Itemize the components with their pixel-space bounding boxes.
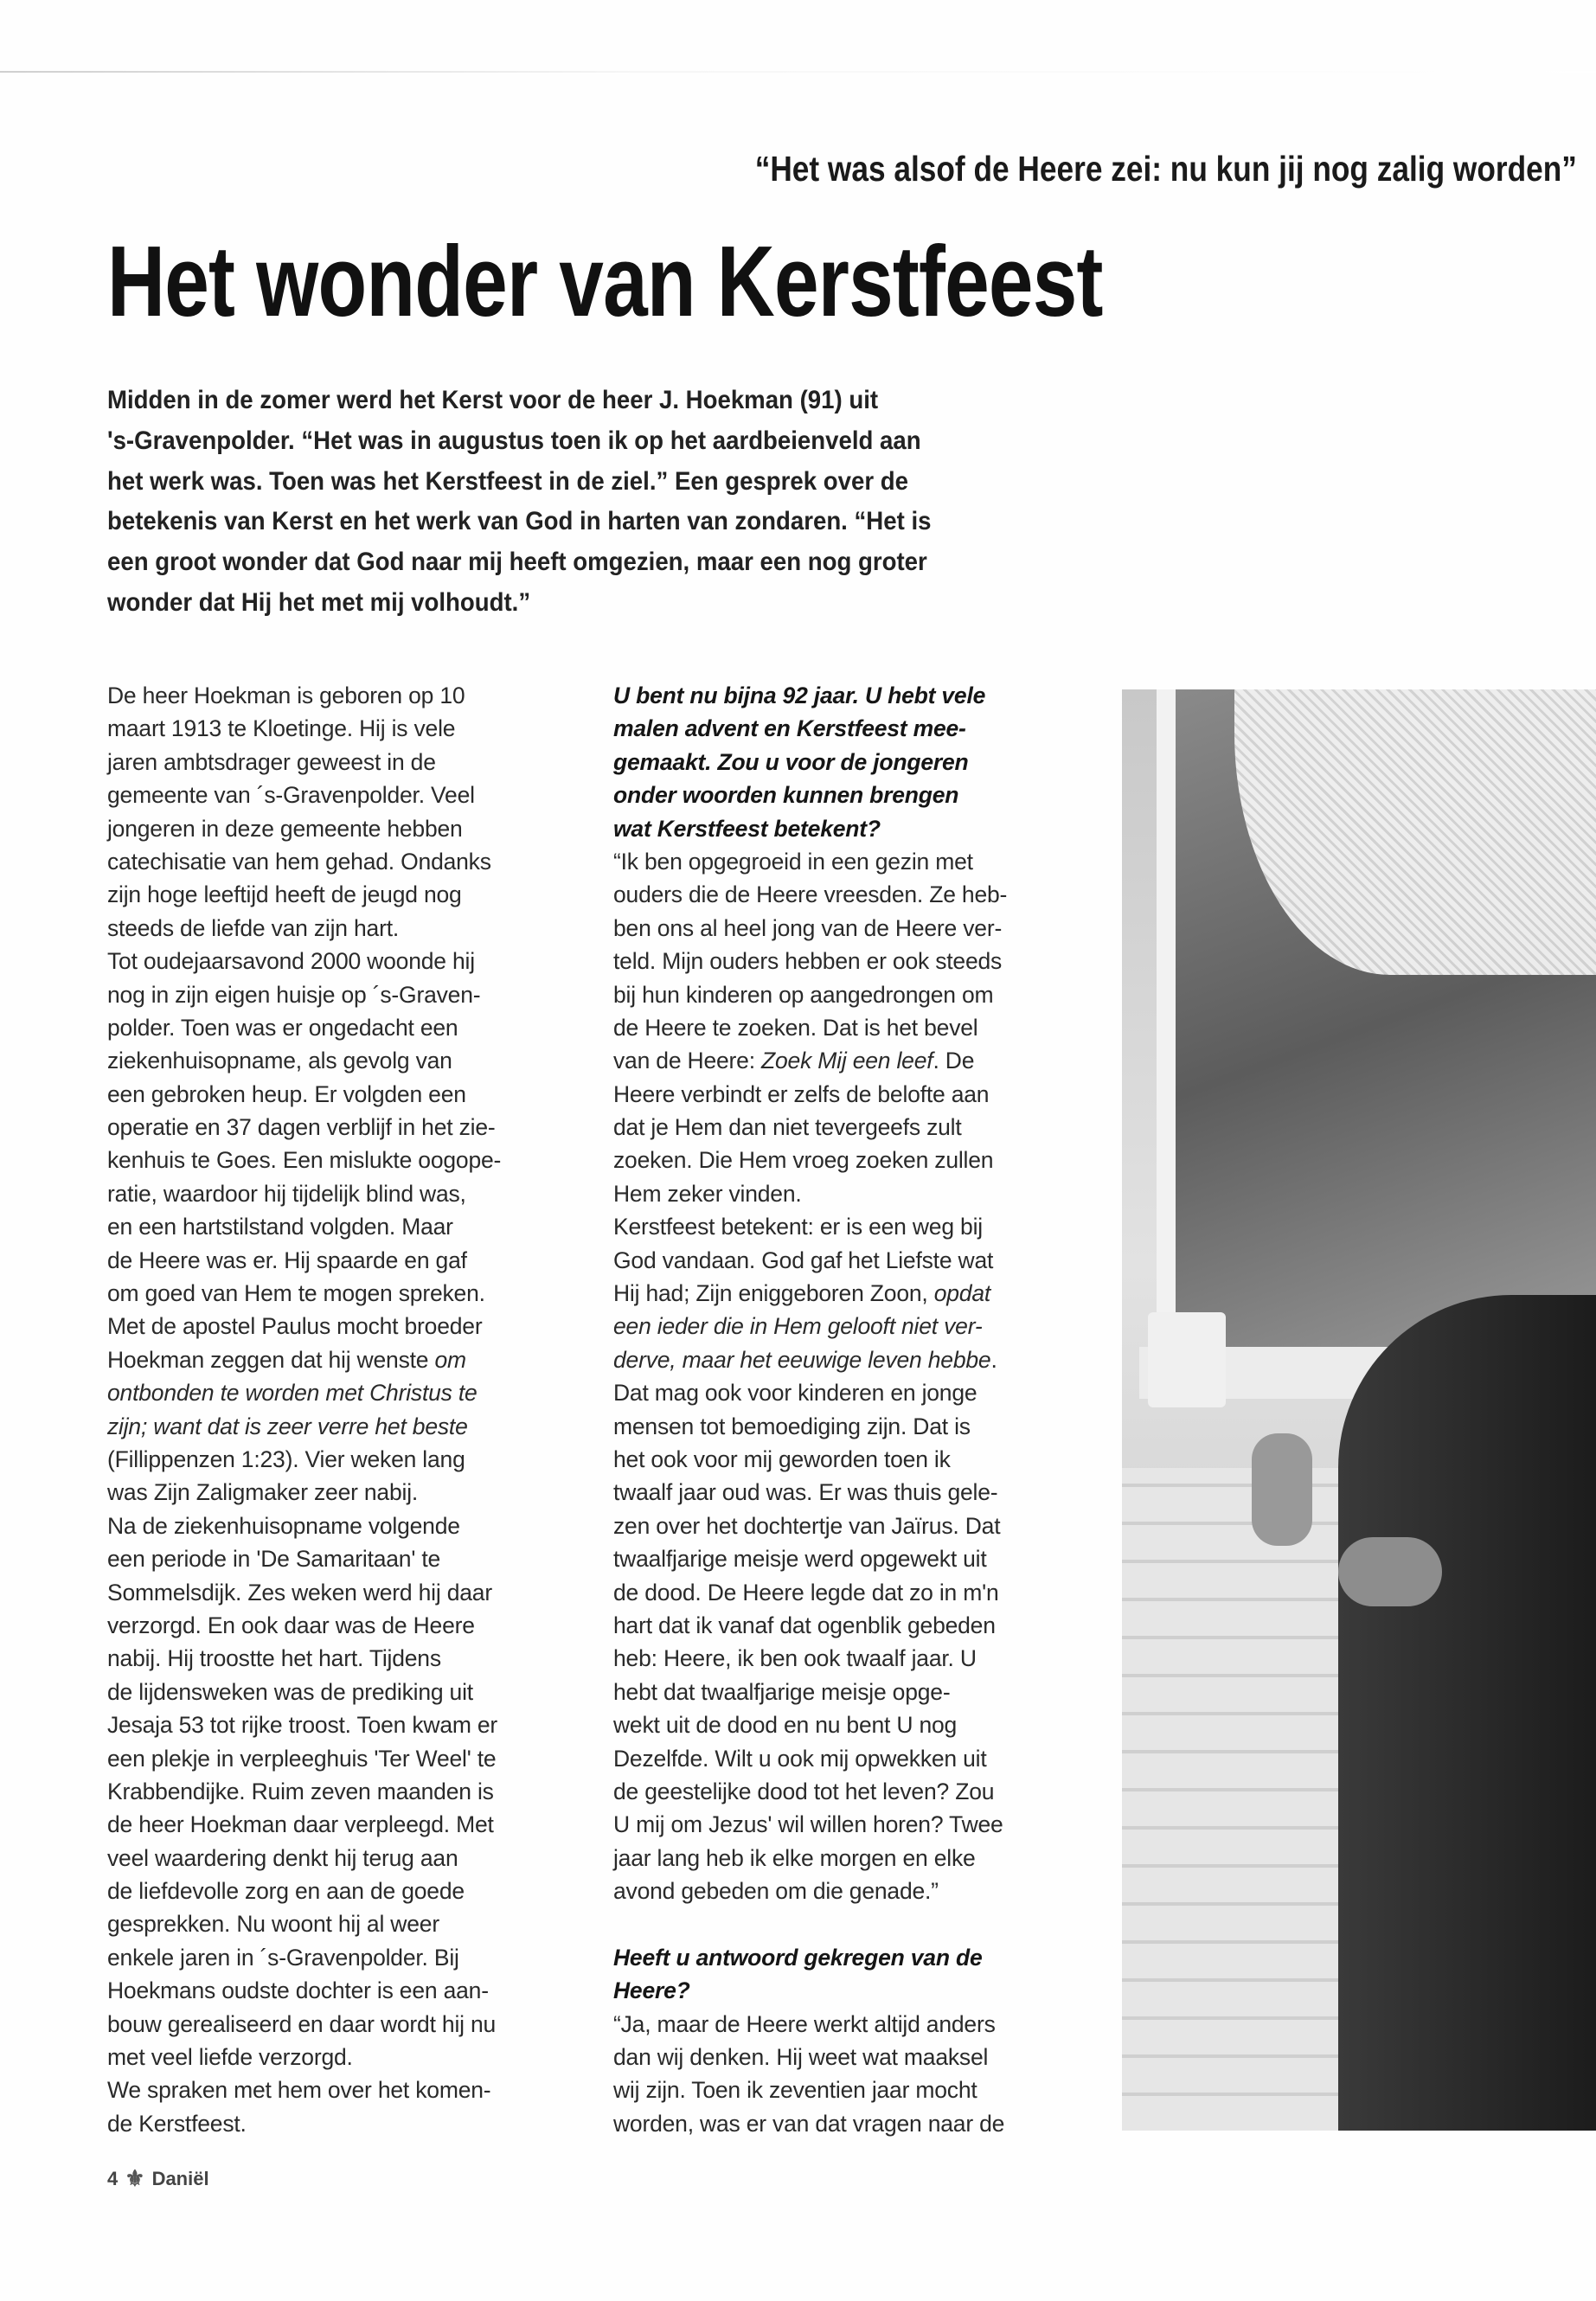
- body-text: “Ja, maar de Heere werkt altijd anders: [613, 2010, 996, 2037]
- body-text: de heer Hoekman daar verpleegd. Met: [107, 1811, 494, 1838]
- text-line: [613, 2107, 1007, 2140]
- body-text: hart dat ik vanaf dat ogenblik gebeden: [613, 1612, 996, 1638]
- text-line: [107, 1609, 501, 1642]
- body-text: dan wij denken. Hij weet wat maaksel: [613, 2044, 989, 2071]
- text-line: [613, 1542, 1007, 1575]
- body-text: De heer Hoekman is geboren op 10: [107, 683, 465, 708]
- body-text: Hoekman zeggen dat hij wenste: [107, 1346, 435, 1373]
- text-line: [107, 746, 501, 779]
- body-text: nog in zijn eigen huisje op ´s-Graven-: [107, 981, 481, 1008]
- text-line: [107, 1144, 501, 1176]
- body-text: om goed van Hem te mogen spreken.: [107, 1280, 485, 1307]
- text-line: [613, 1974, 1007, 2007]
- text-line: [107, 1111, 501, 1144]
- body-text: de lijdensweken was de prediking uit: [107, 1678, 473, 1705]
- page-edge-shadow: [0, 71, 1596, 73]
- body-text: Kerstfeest betekent: er is een weg bij: [613, 1214, 983, 1240]
- photo-person: [1338, 1295, 1596, 2131]
- text-line: [613, 1044, 1007, 1077]
- photo-plant-pot: [1148, 1312, 1226, 1407]
- body-text: gemeente van ´s-Gravenpolder. Veel: [107, 782, 475, 809]
- text-line: [613, 1443, 1007, 1476]
- text-line: [613, 1907, 1007, 1940]
- text-line: [107, 1676, 501, 1708]
- body-text: (Fillippenzen 1:23). Vier weken lang: [107, 1445, 465, 1472]
- body-text: een gebroken heup. Er volgden een: [107, 1080, 466, 1107]
- body-text: de Kerstfeest.: [107, 2110, 247, 2137]
- text-line: [613, 679, 1007, 712]
- text-line: [107, 1576, 501, 1609]
- body-text: U mij om Jezus' wil willen horen? Twee: [613, 1811, 1003, 1838]
- body-text: “Ik ben opgegroeid in een gezin met: [613, 848, 973, 875]
- italic-quote: opdat: [933, 1280, 991, 1307]
- text-line: [613, 912, 1007, 945]
- text-line: [613, 1742, 1007, 1775]
- text-line: [613, 945, 1007, 977]
- body-text: de dood. De Heere legde dat zo in m'n: [613, 1579, 999, 1606]
- lead-line: een groot wonder dat God naar mij heeft omgezien, maar een nog groter: [107, 548, 927, 577]
- text-line: [613, 1676, 1007, 1708]
- body-text: het ook voor mij geworden toen ik: [613, 1445, 951, 1472]
- body-text: steeds de liefde van zijn hart.: [107, 914, 400, 941]
- lead-line: 's-Gravenpolder. “Het was in augustus toen ik op het aardbeienveld aan: [107, 426, 921, 455]
- text-line: [613, 1376, 1007, 1409]
- text-line: [613, 1941, 1007, 1974]
- text-line: [107, 779, 501, 811]
- text-line: [613, 712, 1007, 745]
- body-text: Na de ziekenhuisopname volgende: [107, 1512, 460, 1539]
- text-line: [613, 779, 1007, 811]
- body-text: avond gebeden om die genade.”: [613, 1878, 939, 1905]
- text-line: [107, 1177, 501, 1210]
- interview-question: malen advent en Kerstfeest mee-: [613, 715, 966, 742]
- body-text: Met de apostel Paulus mocht broeder: [107, 1313, 483, 1340]
- text-line: [613, 1277, 1007, 1310]
- body-text: Heere verbindt er zelfs de belofte aan: [613, 1080, 990, 1107]
- text-line: [107, 1808, 501, 1841]
- body-text: gesprekken. Nu woont hij al weer: [107, 1911, 439, 1938]
- text-line: [107, 712, 501, 745]
- text-line: [613, 1410, 1007, 1443]
- body-text: polder. Toen was er ongedacht een: [107, 1014, 458, 1041]
- text-line: [613, 1310, 1007, 1343]
- text-line: [107, 1277, 501, 1310]
- photo-chair-arm: [1252, 1433, 1312, 1546]
- kicker-quote: “Het was alsof de Heere zei: nu kun jij nog zalig worden”: [754, 149, 1577, 189]
- text-line: [613, 2073, 1007, 2106]
- text-line: [613, 845, 1007, 878]
- text-line: [107, 1310, 501, 1343]
- text-line: [613, 1875, 1007, 1907]
- text-line: [107, 1210, 501, 1243]
- body-text: Hem zeker vinden.: [613, 1180, 802, 1207]
- body-text: nabij. Hij troostte het hart. Tijdens: [107, 1645, 441, 1672]
- body-text: mensen tot bemoediging zijn. Dat is: [613, 1413, 971, 1439]
- text-line: [107, 679, 501, 712]
- text-line: [613, 1775, 1007, 1808]
- text-line: [107, 1343, 501, 1376]
- lead-line: Midden in de zomer werd het Kerst voor de heer J. Hoekman (91) uit: [107, 386, 879, 414]
- body-text: wekt uit de dood en nu bent U nog: [613, 1712, 958, 1739]
- text-line: [107, 912, 501, 945]
- text-line: [613, 1708, 1007, 1741]
- body-text: een periode in 'De Samaritaan' te: [107, 1546, 441, 1573]
- text-line: [107, 1410, 501, 1443]
- interview-question: gemaakt. Zou u voor de jongeren: [613, 748, 969, 775]
- text-line: [107, 1941, 501, 1974]
- body-text: kenhuis te Goes. Een mislukte oogope-: [107, 1147, 502, 1174]
- text-line: [107, 1542, 501, 1575]
- body-text: jaren ambtsdrager geweest in de: [107, 748, 436, 775]
- body-text: de geestelijke dood tot het leven? Zou: [613, 1778, 995, 1804]
- text-line: [613, 1111, 1007, 1144]
- italic-quote: Zoek Mij een leef: [761, 1048, 933, 1074]
- body-text: jongeren in deze gemeente hebben: [107, 815, 463, 842]
- text-line: [107, 1078, 501, 1111]
- body-text: hebt dat twaalfjarige meisje opge-: [613, 1678, 951, 1705]
- text-line: [613, 1642, 1007, 1675]
- body-text: God vandaan. God gaf het Liefste wat: [613, 1247, 994, 1273]
- interview-photo: [1122, 689, 1596, 2131]
- body-text: .: [990, 1346, 997, 1373]
- text-line: [107, 1509, 501, 1542]
- body-text: worden, was er van dat vragen naar de: [613, 2110, 1005, 2137]
- text-line: [107, 1775, 501, 1808]
- body-text: bij hun kinderen op aangedrongen om: [613, 981, 994, 1008]
- text-line: [613, 1343, 1007, 1376]
- body-text: Jesaja 53 tot rijke troost. Toen kwam er: [107, 1712, 498, 1739]
- body-text: en een hartstilstand volgden. Maar: [107, 1214, 453, 1240]
- text-line: [107, 978, 501, 1011]
- body-text: ben ons al heel jong van de Heere ver-: [613, 914, 1003, 941]
- text-line: [107, 2041, 501, 2073]
- body-text: veel waardering denkt hij terug aan: [107, 1844, 458, 1871]
- text-line: [613, 1144, 1007, 1176]
- body-text: twaalfjarige meisje werd opgewekt uit: [613, 1546, 987, 1573]
- text-line: [107, 1044, 501, 1077]
- text-line: [107, 1443, 501, 1476]
- text-line: [613, 978, 1007, 1011]
- body-text: Krabbendijke. Ruim zeven maanden is: [107, 1778, 494, 1804]
- body-text: Hij had; Zijn eniggeboren Zoon,: [613, 1280, 934, 1307]
- text-line: [613, 1078, 1007, 1111]
- body-text: teld. Mijn ouders hebben er ook steeds: [613, 948, 1003, 975]
- text-line: [613, 1476, 1007, 1509]
- body-text: was Zijn Zaligmaker zeer nabij.: [107, 1479, 419, 1506]
- body-text: bouw gerealiseerd en daar wordt hij nu: [107, 2010, 497, 2037]
- lead-paragraph: [107, 381, 931, 624]
- text-line: [107, 1875, 501, 1907]
- body-text: enkele jaren in ´s-Gravenpolder. Bij: [107, 1944, 459, 1971]
- text-line: [107, 1907, 501, 1940]
- body-text: zijn hoge leeftijd heeft de jeugd nog: [107, 881, 462, 908]
- interview-question: Heere?: [613, 1977, 690, 2004]
- text-line: [107, 2008, 501, 2041]
- text-line: [107, 1974, 501, 2007]
- text-line: [107, 1011, 501, 1044]
- text-line: [613, 1177, 1007, 1210]
- italic-quote: derve, maar het eeuwige leven hebbe: [613, 1346, 991, 1373]
- body-text: Dezelfde. Wilt u ook mij opwekken uit: [613, 1745, 987, 1772]
- body-text: catechisatie van hem gehad. Ondanks: [107, 848, 491, 875]
- body-column-middle: [613, 679, 1007, 2140]
- body-text: met veel liefde verzorgd.: [107, 2044, 353, 2071]
- magazine-name: Daniël: [151, 2167, 209, 2189]
- text-line: [107, 1244, 501, 1277]
- text-line: [613, 2008, 1007, 2041]
- page-footer: [107, 2165, 209, 2192]
- lead-line: het werk was. Toen was het Kerstfeest in de ziel.” Een gesprek over de: [107, 466, 908, 496]
- lead-line: wonder dat Hij het met mij volhoudt.”: [107, 587, 531, 617]
- body-column-left: [107, 679, 501, 2140]
- text-line: [107, 1476, 501, 1509]
- italic-quote: zijn; want dat is zeer verre het beste: [107, 1413, 468, 1439]
- text-line: [613, 1210, 1007, 1243]
- body-text: Dat mag ook voor kinderen en jonge: [613, 1380, 977, 1407]
- text-line: [107, 945, 501, 977]
- body-text: ratie, waardoor hij tijdelijk blind was,: [107, 1180, 466, 1207]
- text-line: [107, 1742, 501, 1775]
- text-line: [613, 1509, 1007, 1542]
- article-title: Het wonder van Kerstfeest: [107, 225, 1103, 337]
- interview-question: U bent nu bijna 92 jaar. U hebt vele: [613, 683, 986, 708]
- text-line: [613, 2041, 1007, 2073]
- body-text: wij zijn. Toen ik zeventien jaar mocht: [613, 2077, 977, 2104]
- text-line: [613, 1576, 1007, 1609]
- interview-question: onder woorden kunnen brengen: [613, 782, 959, 809]
- italic-quote: om: [434, 1346, 466, 1373]
- text-line: [107, 1376, 501, 1409]
- text-line: [107, 878, 501, 911]
- body-text: ziekenhuisopname, als gevolg van: [107, 1048, 452, 1074]
- text-line: [613, 746, 1007, 779]
- body-text: . De: [933, 1048, 975, 1074]
- body-text: We spraken met hem over het komen-: [107, 2077, 491, 2104]
- body-text: de Heere was er. Hij spaarde en gaf: [107, 1247, 467, 1273]
- body-text: jaar lang heb ik elke morgen en elke: [613, 1844, 976, 1871]
- text-line: [107, 1642, 501, 1675]
- text-line: [107, 812, 501, 845]
- text-line: [613, 1609, 1007, 1642]
- text-line: [613, 1244, 1007, 1277]
- page-number: 4: [107, 2167, 119, 2189]
- body-text: Tot oudejaarsavond 2000 woonde hij: [107, 948, 475, 975]
- body-text: twaalf jaar oud was. Er was thuis gele-: [613, 1479, 998, 1506]
- text-line: [107, 2107, 501, 2140]
- body-text: zen over het dochtertje van Jaïrus. Dat: [613, 1512, 1001, 1539]
- body-text: maart 1913 te Kloetinge. Hij is vele: [107, 715, 456, 742]
- body-text: verzorgd. En ook daar was de Heere: [107, 1612, 475, 1638]
- text-line: [107, 2073, 501, 2106]
- interview-question: wat Kerstfeest betekent?: [613, 815, 881, 842]
- text-line: [613, 1011, 1007, 1044]
- body-text: Sommelsdijk. Zes weken werd hij daar: [107, 1579, 492, 1606]
- body-text: zoeken. Die Hem vroeg zoeken zullen: [613, 1147, 994, 1174]
- italic-quote: ontbonden te worden met Christus te: [107, 1380, 478, 1407]
- photo-hands: [1338, 1537, 1442, 1606]
- body-text: heb: Heere, ik ben ook twaalf jaar. U: [613, 1645, 977, 1672]
- fleur-de-lis-icon: ⚜: [125, 2165, 145, 2191]
- lead-line: betekenis van Kerst en het werk van God in harten van zondaren. “Het is: [107, 507, 932, 536]
- body-text: van de Heere:: [613, 1048, 762, 1074]
- body-text: dat je Hem dan niet tevergeefs zult: [613, 1114, 962, 1141]
- text-line: [613, 1808, 1007, 1841]
- text-line: [107, 1708, 501, 1741]
- text-line: [107, 845, 501, 878]
- body-text: de liefdevolle zorg en aan de goede: [107, 1878, 465, 1905]
- body-text: Hoekmans oudste dochter is een aan-: [107, 1977, 489, 2004]
- text-line: [613, 1842, 1007, 1875]
- interview-question: Heeft u antwoord gekregen van de: [613, 1944, 983, 1971]
- body-text: een plekje in verpleeghuis 'Ter Weel' te: [107, 1745, 497, 1772]
- text-line: [107, 1842, 501, 1875]
- body-text: ouders die de Heere vreesden. Ze heb-: [613, 881, 1008, 908]
- body-text: de Heere te zoeken. Dat is het bevel: [613, 1014, 978, 1041]
- italic-quote: een ieder die in Hem gelooft niet ver-: [613, 1313, 983, 1340]
- text-line: [613, 812, 1007, 845]
- text-line: [613, 878, 1007, 911]
- body-text: operatie en 37 dagen verblijf in het zie-: [107, 1114, 496, 1141]
